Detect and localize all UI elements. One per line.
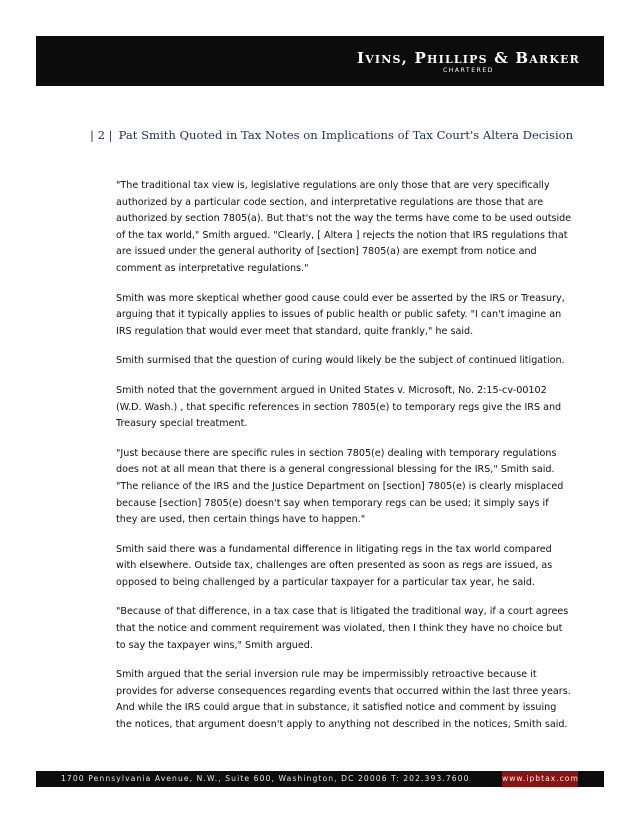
paragraph: "The traditional tax view is, legislative regulations are only those that are very specifically authorized by a particular code section, and interpretative regulations are those that are authorized by section 7805(a). But that's not the way the terms have come to be used outside of the tax world," Smith argued. "Clearly, [ Altera ] rejects the notion that IRS regulations that are issued under the general authority of [section] 7805(a) are exempt from notice and comment as interpretative regulations."	[116, 180, 572, 274]
footer-address: 1700 Pennsylvania Avenue, N.W., Suite 600, Washington, DC 20006 T: 202.393.7600	[61, 774, 470, 783]
page-title: Pat Smith Quoted in Tax Notes on Implications of Tax Court's Altera Decision	[118, 128, 574, 142]
paragraph: "Just because there are specific rules in section 7805(e) dealing with temporary regulations does not at all mean that there is a general congressional blessing for the IRS," Smith said. "The reliance of the IRS and the Justice Department on [section] 7805(e) is clearly misplaced because [section] 7805(e) doesn't say when temporary regs can be used; it simply says if they are used, then certain things have to happen."	[116, 447, 564, 526]
firm-name: Ivins, Phillips & Barker	[356, 49, 580, 67]
firm-subtitle: CHARTERED	[443, 67, 494, 74]
paragraph: Smith said there was a fundamental difference in litigating regs in the tax world compared with elsewhere. Outside tax, challenges are often presented as soon as regs are issued, as opposed to being challenged by a particular taxpayer for a particular tax year, he said.	[116, 543, 553, 588]
footer-bar	[36, 771, 604, 787]
article-body	[116, 178, 572, 747]
paragraph: Smith was more skeptical whether good cause could ever be asserted by the IRS or Treasury, arguing that it typically applies to issues of public health or public safety. "I can't imagine an IRS regulation that would ever meet that standard, quite frankly," he said.	[116, 292, 565, 337]
firm-logo	[357, 50, 580, 74]
paragraph: Smith noted that the government argued in United States v. Microsoft, No. 2:15-cv-00102 (W.D. Wash.) , that specific references in section 7805(e) to temporary regs give the IRS and Treasury special treatment.	[116, 384, 562, 430]
page-heading	[90, 128, 590, 142]
paragraph: "Because of that difference, in a tax case that is litigated the traditional way, if a court agrees that the notice and comment requirement was violated, then I think they have no choice but to say the taxpayer wins," Smith argued.	[116, 606, 569, 651]
paragraph: Smith argued that the serial inversion rule may be impermissibly retroactive because it provides for adverse consequences regarding events that occurred within the last three years. And while the IRS could argue that in substance, it satisfied notice and comment by issuing the notices, that argument doesn't apply to anything not described in the notices, Smith said.	[116, 669, 571, 731]
website-link[interactable]: www.ipbtax.com	[502, 771, 578, 787]
page-number: | 2 |	[90, 128, 113, 142]
letterhead-bar	[36, 36, 604, 86]
paragraph: Smith surmised that the question of curing would likely be the subject of continued litigation.	[116, 355, 565, 367]
